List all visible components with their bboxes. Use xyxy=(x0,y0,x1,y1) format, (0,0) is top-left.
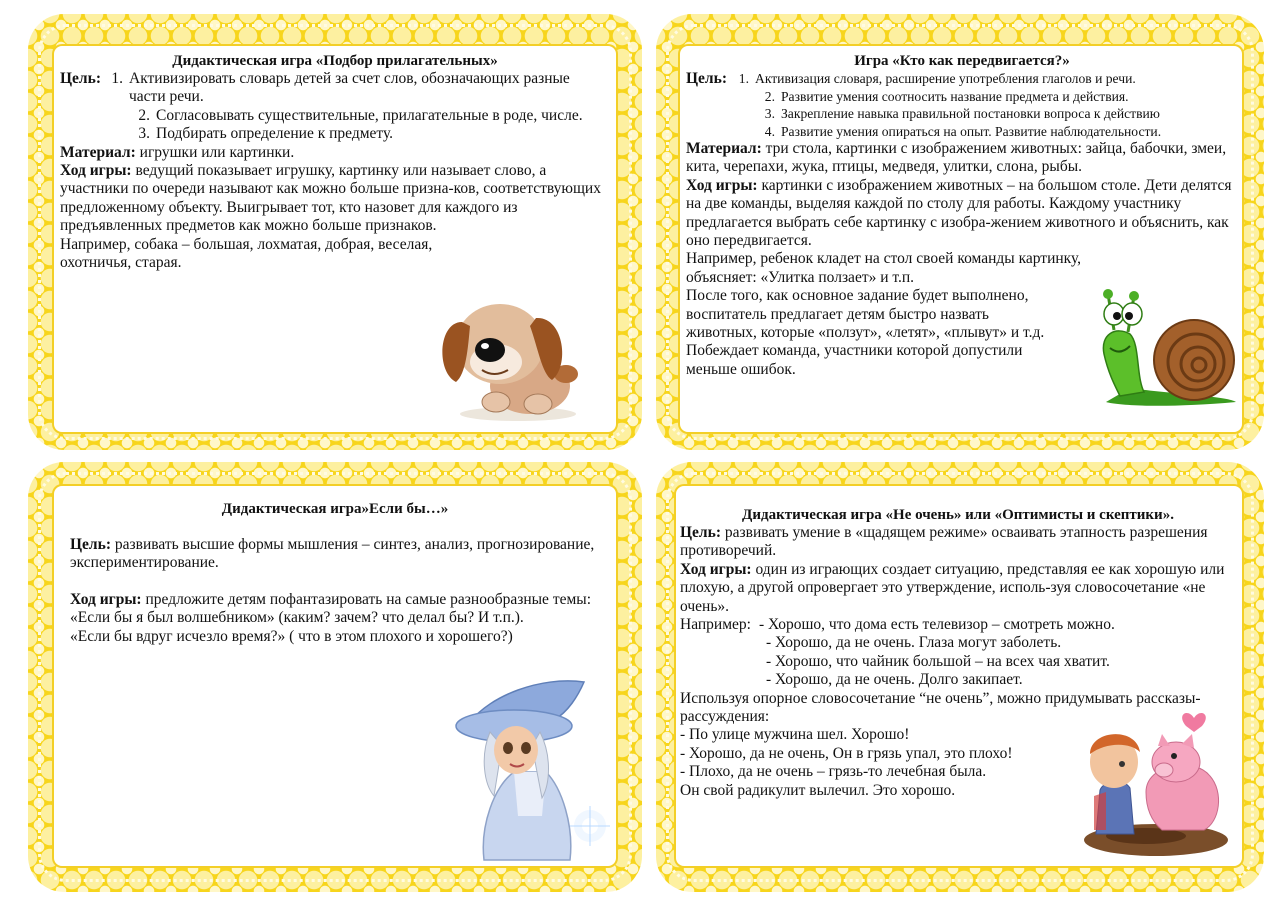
goal-item xyxy=(759,123,1238,141)
example-line: животных, которые «ползут», «летят», «плывут» и т.д. xyxy=(686,324,1045,342)
goal-section xyxy=(60,536,610,573)
goal-label: Цель: xyxy=(70,536,111,553)
material-label: Материал: xyxy=(686,140,762,157)
goal-list xyxy=(733,70,1238,140)
course-section xyxy=(60,162,610,236)
material-text: игрушки или картинки. xyxy=(139,143,295,161)
card-body xyxy=(54,486,616,866)
goal-section xyxy=(686,70,1238,140)
material-section xyxy=(60,144,610,162)
spacer xyxy=(60,518,610,536)
example-line: Например, ребенок кладет на стол своей команды картинку, xyxy=(686,250,1082,268)
goal-item xyxy=(107,70,610,107)
goal-text: Подбирать определение к предмету. xyxy=(156,125,394,143)
goal-number: 1. xyxy=(738,71,749,86)
goal-number: 2. xyxy=(764,88,775,104)
goal-text: Активизация словаря, расширение употребления глаголов и речи. xyxy=(755,71,1136,86)
example-item: - Хорошо, что чайник большой – на всех чая хватит. xyxy=(766,652,1110,670)
goal-text: Развитие умения опираться на опыт. Развитие наблюдательности. xyxy=(781,123,1162,139)
course-label: Ход игры: xyxy=(60,162,132,180)
puppy-illustration xyxy=(438,282,588,424)
course-text: картинки с изображением животных – на большом столе. Дети делятся на две команды, выделяя каждой по столу для работы. Каждому участнику предлагается выбрать себе картинку с изобра-жением животного и объяснить, как оно передвигается. xyxy=(686,176,1232,250)
goal-item xyxy=(759,88,1238,106)
card-body xyxy=(676,486,1242,866)
story-line: Он свой радикулит вылечил. Это хорошо. xyxy=(680,781,956,799)
course-label: Ход игры: xyxy=(686,176,758,194)
goal-number: 2. xyxy=(138,106,150,124)
story-line: - Хорошо, да не очень, Он в грязь упал, это плохо! xyxy=(680,744,1013,762)
card-movement-game xyxy=(656,14,1264,450)
example-item: - Хорошо, да не очень. Долго закипает. xyxy=(766,671,1023,689)
story-line: - Плохо, да не очень – грязь-то лечебная была. xyxy=(680,763,987,781)
goal-item xyxy=(759,105,1238,123)
course-section xyxy=(686,177,1238,251)
goal-number: 3. xyxy=(138,125,150,143)
example-item: - Хорошо, что дома есть телевизор – смотреть можно. xyxy=(758,616,1115,634)
course-text-2: «Если бы вдруг исчезло время?» ( что в этом плохого и хорошего?) xyxy=(70,627,513,645)
goal-text: Согласовывать существительные, прилагательные в роде, числе. xyxy=(156,106,583,124)
goal-text: Активизировать словарь детей за счет слов, обозначающих разные части речи. xyxy=(129,70,570,106)
card-body xyxy=(54,46,616,432)
goal-text: развивать высшие формы мышления – синтез, анализ, прогнозирование, экспериментирование. xyxy=(70,536,595,572)
card-adjectives-game xyxy=(28,14,642,450)
goal-label: Цель: xyxy=(680,524,721,541)
material-label: Материал: xyxy=(60,143,136,161)
boy-and-pig-illustration xyxy=(1076,706,1236,862)
course-label: Ход игры: xyxy=(70,590,142,608)
material-section xyxy=(686,140,1238,177)
goal-section xyxy=(60,70,610,144)
card-body xyxy=(680,46,1242,432)
goal-item xyxy=(733,70,1238,88)
example-block xyxy=(686,250,1106,379)
card-title: Дидактическая игра «Подбор прилагательных» xyxy=(172,53,498,69)
example-item: - Хорошо, да не очень. Глаза могут заболеть. xyxy=(766,634,1062,652)
goal-number: 4. xyxy=(764,123,775,139)
course-text: предложите детям пофантазировать на самые разнообразные темы: «Если бы я был волшебником» (каким? зачем? что делал бы? И т.п.). xyxy=(70,590,591,627)
example-label: Например: xyxy=(680,616,751,634)
course-section xyxy=(60,591,610,628)
goal-number: 3. xyxy=(764,106,775,121)
example-line: Побеждает команда, участники которой допустили xyxy=(686,342,1023,360)
course-section xyxy=(680,561,1236,616)
goal-list xyxy=(107,70,610,144)
course-text: один из играющих создает ситуацию, представляя ее как хорошую или плохую, а другой опровергает это утверждение, исполь-зуя словосочетание «не очень». xyxy=(680,560,1225,615)
card-not-very-game xyxy=(656,462,1264,892)
course-text: ведущий показывает игрушку, картинку или называет слово, а участники по очереди называют как можно больше призна-ков, соответствующих предложенному объекту. Выигрывает тот, кто назовет для каждого из предъявленных предметов как можно больше признаков. xyxy=(60,162,601,235)
wizard-girl-illustration xyxy=(450,676,610,862)
story-line: - По улице мужчина шел. Хорошо! xyxy=(680,726,910,744)
usage-text: Используя опорное словосочетание “не очень”, можно придумывать рассказы-рассуждения: xyxy=(680,689,1201,726)
goal-text: Закрепление навыка правильной постановки вопроса к действию xyxy=(781,106,1160,121)
example-line: воспитатель предлагает детям быстро назвать xyxy=(686,305,989,323)
goal-text: развивать умение в «щадящем режиме» осваивать этапность разрешения противоречий. xyxy=(680,524,1208,560)
goal-label: Цель: xyxy=(60,70,101,87)
goal-section xyxy=(680,524,1236,561)
card-title: Игра «Кто как передвигается?» xyxy=(854,53,1070,69)
material-text: три стола, картинки с изображением животных: зайца, бабочки, змеи, кита, черепахи, жука, птицы, медведя, улитки, слона, рыбы. xyxy=(686,140,1227,176)
goal-text: Развитие умения соотносить название предмета и действия. xyxy=(781,88,1129,104)
course-label: Ход игры: xyxy=(680,560,752,578)
card-title: Дидактическая игра «Не очень» или «Оптимисты и скептики». xyxy=(742,507,1174,523)
example-text: Например, собака – большая, лохматая, добрая, веселая, охотничья, старая. xyxy=(60,235,433,272)
spacer xyxy=(60,573,610,591)
card-if-game xyxy=(28,462,642,892)
card-title: Дидактическая игра»Если бы…» xyxy=(221,501,449,517)
goal-item xyxy=(134,107,610,125)
example-line: меньше ошибок. xyxy=(686,360,796,378)
goal-label: Цель: xyxy=(686,70,727,87)
goal-item xyxy=(134,125,610,143)
example-line: После того, как основное задание будет выполнено, xyxy=(686,287,1029,305)
goal-number: 1. xyxy=(111,70,123,87)
example-line: объясняет: «Улитка ползает» и т.п. xyxy=(686,268,915,286)
example-section xyxy=(680,616,1236,634)
snail-illustration xyxy=(1100,284,1240,418)
